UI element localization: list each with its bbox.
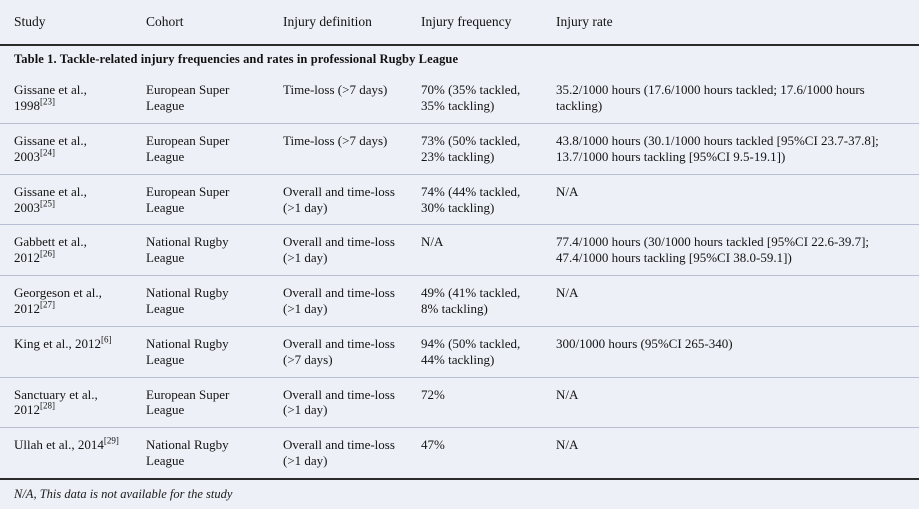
study-name: Gabbett et al., 2012 — [14, 234, 87, 266]
study-name: Georgeson et al., 2012 — [14, 285, 102, 316]
table-row — [0, 73, 919, 123]
cell-study — [0, 276, 132, 327]
table-row — [0, 123, 919, 174]
cell-cohort: European Super League — [132, 123, 269, 174]
table-row — [0, 225, 919, 276]
cell-study — [0, 174, 132, 225]
cell-injury-definition: Overall and time-loss (>1 day) — [269, 428, 407, 479]
cell-study — [0, 326, 132, 377]
study-reference: [23] — [40, 96, 55, 107]
cell-injury-frequency: 70% (35% tackled, 35% tackling) — [407, 73, 542, 123]
table-row — [0, 377, 919, 428]
cell-injury-definition: Overall and time-loss (>1 day) — [269, 225, 407, 276]
cell-injury-definition: Overall and time-loss (>1 day) — [269, 377, 407, 428]
column-header-cohort: Cohort — [132, 0, 269, 45]
cell-study — [0, 225, 132, 276]
table-caption-row — [0, 45, 919, 73]
study-name: King et al., 2012 — [14, 335, 102, 351]
table-footnote: N/A, This data is not available for the study — [14, 487, 233, 501]
cell-cohort: National Rugby League — [132, 225, 269, 276]
cell-cohort: National Rugby League — [132, 428, 269, 479]
cell-injury-rate: 35.2/1000 hours (17.6/1000 hours tackled; 17.6/1000 hours tackling) — [542, 73, 919, 123]
study-reference: [25] — [40, 198, 55, 209]
cell-injury-frequency: 74% (44% tackled, 30% tackling) — [407, 174, 542, 225]
table-body — [0, 73, 919, 509]
study-name: Gissane et al., 1998 — [14, 82, 87, 114]
cell-injury-rate: 300/1000 hours (95%CI 265-340) — [542, 326, 919, 377]
cell-injury-rate: N/A — [542, 428, 919, 479]
cell-injury-frequency: 49% (41% tackled, 8% tackling) — [407, 276, 542, 327]
cell-injury-definition: Overall and time-loss (>7 days) — [269, 326, 407, 377]
table-row — [0, 428, 919, 479]
table-header-row — [0, 0, 919, 45]
cell-injury-definition: Time-loss (>7 days) — [269, 123, 407, 174]
study-reference: [26] — [40, 248, 55, 259]
cell-cohort: European Super League — [132, 377, 269, 428]
cell-cohort: European Super League — [132, 73, 269, 123]
study-name: Ullah et al., 2014 — [14, 437, 104, 453]
study-name: Gissane et al., 2003 — [14, 132, 87, 164]
study-name: Sanctuary et al., 2012 — [14, 386, 98, 418]
cell-injury-frequency: 72% — [407, 377, 542, 428]
table-row — [0, 276, 919, 327]
study-name: Gissane et al., 2003 — [14, 183, 87, 215]
table-caption-cell — [0, 45, 919, 73]
cell-study — [0, 428, 132, 479]
cell-study — [0, 73, 132, 123]
study-reference: [28] — [40, 401, 55, 412]
cell-injury-rate: 43.8/1000 hours (30.1/1000 hours tackled [95%CI 23.7-37.8]; 13.7/1000 hours tackling [95%CI 9.5-19.1]) — [542, 123, 919, 174]
cell-injury-rate: 77.4/1000 hours (30/1000 hours tackled [95%CI 22.6-39.7]; 47.4/1000 hours tackling [95%CI 38.0-59.1]) — [542, 225, 919, 276]
cell-injury-definition: Overall and time-loss (>1 day) — [269, 174, 407, 225]
cell-injury-rate: N/A — [542, 377, 919, 428]
table-footnote-cell — [0, 479, 919, 509]
table-footnote-row — [0, 479, 919, 509]
cell-injury-frequency: 73% (50% tackled, 23% tackling) — [407, 123, 542, 174]
column-header-injury-definition: Injury definition — [269, 0, 407, 45]
cell-cohort: European Super League — [132, 174, 269, 225]
column-header-injury-rate: Injury rate — [542, 0, 919, 45]
cell-study — [0, 377, 132, 428]
cell-injury-rate: N/A — [542, 276, 919, 327]
cell-cohort: National Rugby League — [132, 326, 269, 377]
cell-injury-rate: N/A — [542, 174, 919, 225]
study-reference: [24] — [40, 147, 55, 158]
cell-injury-definition: Overall and time-loss (>1 day) — [269, 276, 407, 327]
cell-injury-definition: Time-loss (>7 days) — [269, 73, 407, 123]
cell-injury-frequency: N/A — [407, 225, 542, 276]
table-row — [0, 326, 919, 377]
cell-injury-frequency: 47% — [407, 428, 542, 479]
column-header-study: Study — [0, 0, 132, 45]
cell-injury-frequency: 94% (50% tackled, 44% tackling) — [407, 326, 542, 377]
column-header-injury-frequency: Injury frequency — [407, 0, 542, 45]
cell-study — [0, 123, 132, 174]
study-reference: [29] — [103, 435, 119, 446]
study-reference: [27] — [40, 299, 55, 310]
study-reference: [6] — [101, 334, 112, 345]
table-caption: Table 1. Tackle-related injury frequencies and rates in professional Rugby League — [14, 52, 459, 66]
table-row — [0, 174, 919, 225]
cell-cohort: National Rugby League — [132, 276, 269, 327]
